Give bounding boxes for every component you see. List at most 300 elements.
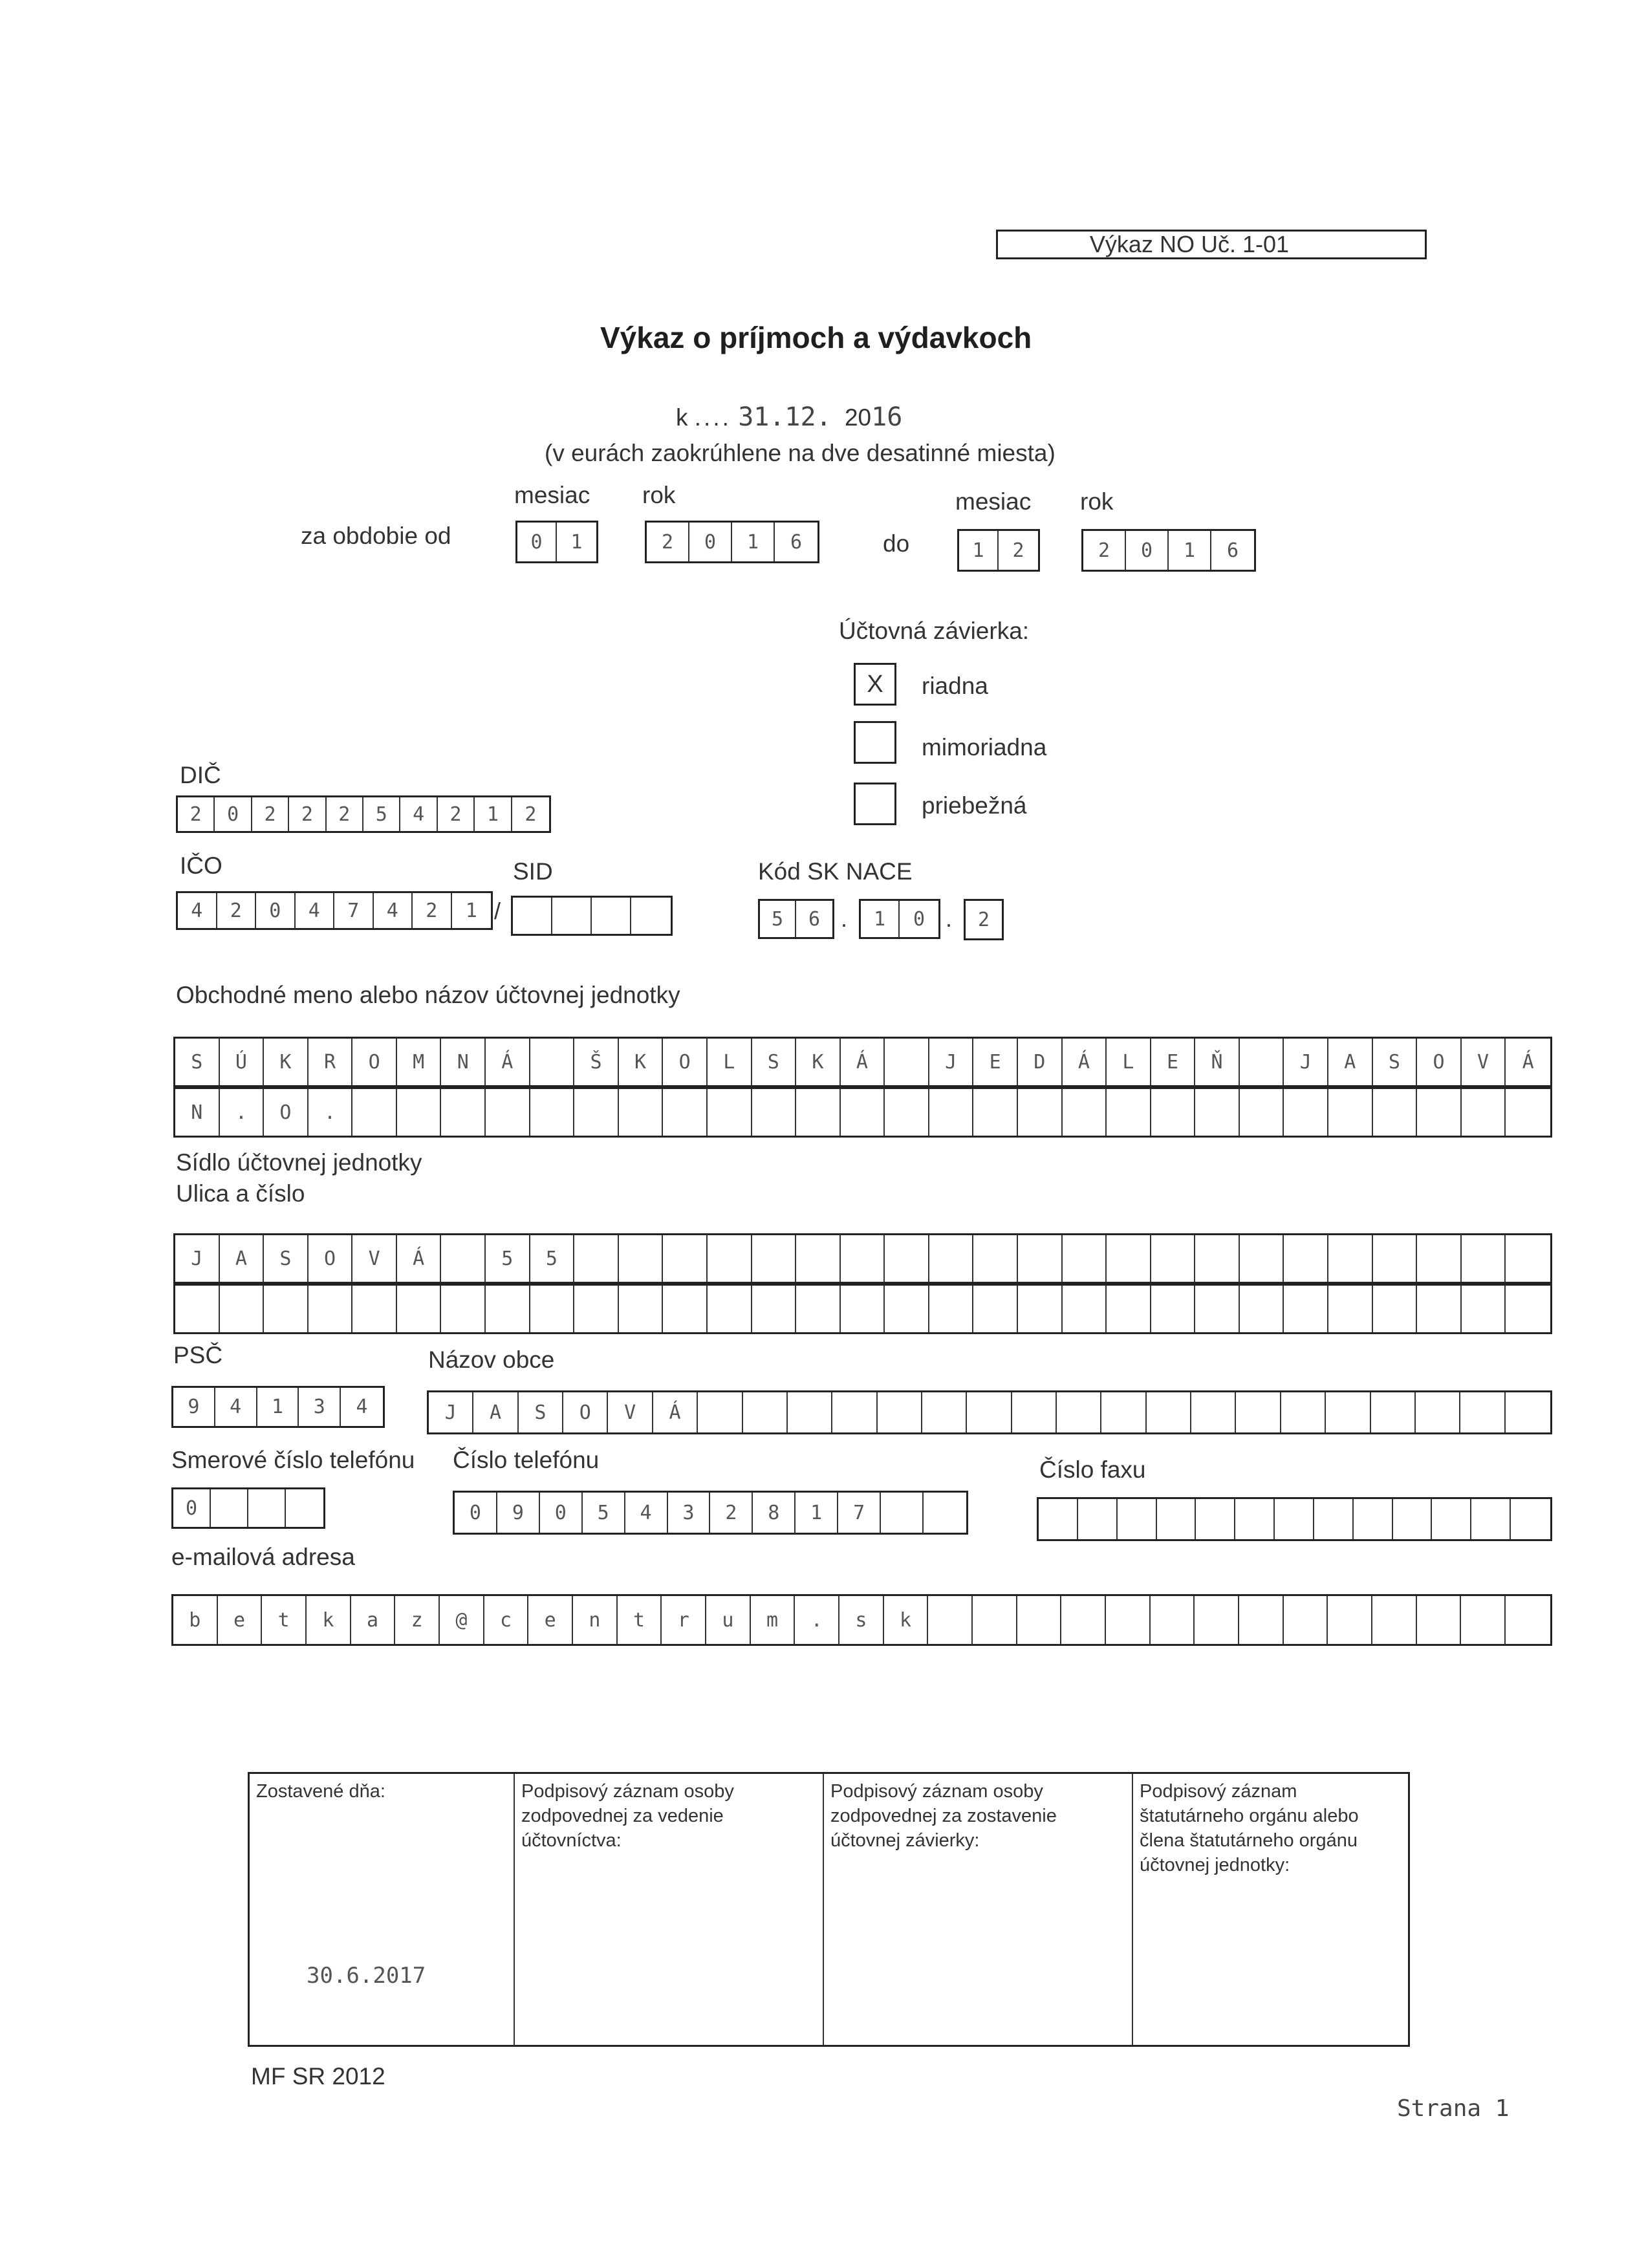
currency-note: (v eurách zaokrúhlene na dve desatinné miesta) [545, 440, 1056, 466]
char-cell: N [441, 1039, 486, 1085]
char-cell [1462, 1089, 1506, 1136]
char-cell: J [429, 1392, 473, 1432]
digit-cell: 1 [570, 530, 583, 554]
char-cell: S [175, 1039, 220, 1085]
period-label: za obdobie od [301, 523, 451, 549]
char-cell [796, 1235, 841, 1282]
char-cell: A [220, 1235, 265, 1282]
char-cell: z [395, 1596, 440, 1644]
char-cell [743, 1392, 788, 1432]
digit-cell: 2 [178, 797, 215, 831]
char-cell [878, 1392, 922, 1432]
char-cell [486, 1089, 530, 1136]
char-cell [574, 1286, 619, 1332]
to-month-field[interactable] [957, 529, 1040, 572]
char-cell [1078, 1499, 1118, 1539]
char-cell [1106, 1596, 1151, 1644]
city-label: Názov obce [428, 1346, 555, 1373]
char-cell [1195, 1596, 1239, 1644]
signature-closing: Podpisový záznam osoby zodpovednej za zostavenie účtovnej závierky: [824, 1774, 1133, 2045]
char-cell [1373, 1286, 1418, 1332]
char-cell: 5 [486, 1235, 530, 1282]
period-to-month-label: mesiac [955, 488, 1032, 515]
char-cell [1151, 1286, 1196, 1332]
char-cell [788, 1392, 832, 1432]
date-line: k .... 31.12. 2016 [676, 402, 903, 432]
char-cell: S [519, 1392, 563, 1432]
char-cell [1239, 1596, 1284, 1644]
char-cell: Á [1522, 1050, 1534, 1074]
char-cell [397, 1286, 442, 1332]
digit-cell [552, 898, 592, 934]
char-cell: O [1417, 1039, 1462, 1085]
char-cell [530, 1039, 575, 1085]
char-cell [530, 1089, 575, 1136]
char-cell [841, 1286, 885, 1332]
digit-cell: 2 [438, 797, 475, 831]
char-cell [752, 1286, 797, 1332]
char-cell: m [751, 1596, 796, 1644]
name-label: Obchodné meno alebo názov účtovnej jednotky [176, 982, 680, 1008]
char-cell [1018, 1286, 1063, 1332]
char-cell [1107, 1089, 1151, 1136]
page-title: Výkaz o príjmoch a výdavkoch [600, 321, 1032, 354]
char-cell: t [618, 1596, 662, 1644]
char-cell: n [573, 1596, 618, 1644]
phone-prefix-field[interactable] [171, 1487, 325, 1529]
char-cell: Á [1063, 1039, 1107, 1085]
email-field[interactable] [171, 1594, 1552, 1646]
char-cell [1012, 1392, 1057, 1432]
phone-prefix-label: Smerové číslo telefónu [171, 1447, 415, 1473]
char-cell [1432, 1499, 1471, 1539]
sid-field[interactable] [511, 896, 673, 936]
nace-part1[interactable] [758, 899, 834, 939]
char-cell [1118, 1499, 1157, 1539]
digit-cell: 0 [1126, 531, 1169, 570]
char-cell [885, 1039, 929, 1085]
char-cell: R [309, 1039, 353, 1085]
period-from-month-label: mesiac [514, 482, 590, 508]
char-cell: Á [653, 1392, 698, 1432]
char-cell [1061, 1596, 1106, 1644]
char-cell: O [563, 1392, 608, 1432]
char-cell [841, 1235, 885, 1282]
char-cell: k [307, 1596, 351, 1644]
digit-cell [286, 1489, 323, 1527]
digit-cell: 4 [215, 1388, 257, 1426]
digit-cell [592, 898, 631, 934]
char-cell: 0 [455, 1493, 497, 1533]
char-cell: 2 [710, 1493, 753, 1533]
char-cell [619, 1235, 664, 1282]
char-cell [1354, 1499, 1393, 1539]
char-cell: E [1151, 1039, 1196, 1085]
char-cell [663, 1089, 708, 1136]
char-cell: N [175, 1089, 220, 1136]
char-cell [1393, 1499, 1433, 1539]
char-cell: A [473, 1392, 518, 1432]
char-cell [1417, 1089, 1462, 1136]
char-cell [1373, 1089, 1418, 1136]
char-cell [1240, 1039, 1284, 1085]
char-cell [1328, 1596, 1372, 1644]
digit-cell: 1 [257, 1388, 299, 1426]
char-cell [929, 1286, 974, 1332]
char-cell [885, 1235, 929, 1282]
digit-cell: 6 [808, 907, 821, 931]
char-cell [1195, 1089, 1240, 1136]
char-cell [928, 1596, 973, 1644]
digit-cell: 4 [356, 1396, 368, 1418]
digit-cell: 1 [465, 899, 477, 922]
digit-cell: 4 [374, 893, 413, 928]
char-cell: Ň [1195, 1039, 1240, 1085]
char-cell [1462, 1286, 1506, 1332]
digit-cell [631, 898, 671, 934]
digit-cell: 4 [400, 797, 437, 831]
nace-part3[interactable] [964, 899, 1004, 940]
char-cell [973, 1089, 1018, 1136]
digit-cell: 7 [334, 893, 374, 928]
char-cell: e [528, 1596, 573, 1644]
char-cell: 8 [753, 1493, 796, 1533]
ico-sid-slash: / [494, 898, 501, 924]
char-cell [841, 1089, 885, 1136]
compiled-date-label: Zostavené dňa: [256, 1781, 385, 1802]
char-cell [929, 1235, 974, 1282]
city-field[interactable] [427, 1390, 1552, 1434]
char-cell [1372, 1596, 1417, 1644]
char-cell: A [1328, 1039, 1373, 1085]
street-field-row1[interactable] [173, 1233, 1552, 1284]
digit-cell: 0 [913, 907, 926, 931]
char-cell: r [662, 1596, 706, 1644]
digit-cell: 5 [760, 901, 796, 937]
char-cell [663, 1286, 708, 1332]
char-cell [1151, 1235, 1196, 1282]
date-year-prefix: 20 [844, 404, 872, 431]
char-cell: L [708, 1039, 752, 1085]
signature-accounting: Podpisový záznam osoby zodpovednej za vedenie účtovníctva: [515, 1774, 824, 2045]
char-cell: Ú [220, 1039, 265, 1085]
signature-table [248, 1772, 1410, 2047]
char-cell [1157, 1499, 1196, 1539]
fax-label: Číslo faxu [1039, 1456, 1146, 1483]
char-cell: 4 [625, 1493, 668, 1533]
char-cell: J [1284, 1039, 1328, 1085]
char-cell: 3 [668, 1493, 711, 1533]
char-cell [574, 1235, 619, 1282]
char-cell: J [929, 1039, 974, 1085]
ico-field[interactable] [176, 891, 493, 930]
char-cell: . [309, 1089, 353, 1136]
digit-cell: 0 [517, 523, 557, 561]
to-year-field[interactable] [1081, 529, 1256, 572]
char-cell [1373, 1235, 1418, 1282]
nace-part2[interactable] [859, 899, 940, 939]
char-cell [1511, 1499, 1550, 1539]
char-cell [1240, 1286, 1284, 1332]
char-cell: t [262, 1596, 307, 1644]
char-cell: 1 [796, 1493, 838, 1533]
char-cell: D [1018, 1039, 1063, 1085]
char-cell [1018, 1235, 1063, 1282]
char-cell [881, 1493, 924, 1533]
char-cell: O [663, 1039, 708, 1085]
digit-cell: 2 [1083, 531, 1126, 570]
char-cell: S [264, 1235, 309, 1282]
char-cell [1057, 1392, 1101, 1432]
date-year-suffix: 16 [871, 402, 903, 432]
char-cell: 9 [497, 1493, 540, 1533]
char-cell [1063, 1089, 1107, 1136]
digit-cell: 1 [475, 797, 512, 831]
char-cell [1506, 1089, 1550, 1136]
char-cell [1235, 1499, 1275, 1539]
char-cell [973, 1235, 1018, 1282]
email-label: e-mailová adresa [171, 1544, 355, 1570]
char-cell [1328, 1235, 1373, 1282]
digit-cell: 0 [689, 523, 732, 561]
digit-cell: 4 [296, 893, 335, 928]
char-cell [1151, 1089, 1196, 1136]
char-cell: K [264, 1039, 309, 1085]
char-cell [967, 1392, 1012, 1432]
char-cell: k [884, 1596, 929, 1644]
page-number: Strana 1 [1397, 2095, 1510, 2122]
char-cell: V [608, 1392, 653, 1432]
char-cell [1191, 1392, 1236, 1432]
char-cell [309, 1286, 353, 1332]
nace-dot: . [841, 905, 848, 932]
digit-cell: 2 [977, 908, 990, 931]
char-cell [924, 1493, 966, 1533]
digit-cell [248, 1489, 286, 1527]
checkbox-priebezna[interactable] [854, 783, 896, 825]
char-cell [486, 1286, 530, 1332]
char-cell [1506, 1392, 1550, 1432]
char-cell [698, 1392, 742, 1432]
char-cell [530, 1286, 575, 1332]
char-cell: O [309, 1235, 353, 1282]
char-cell [1196, 1499, 1235, 1539]
digit-cell: 2 [289, 797, 326, 831]
char-cell: O [264, 1089, 309, 1136]
char-cell [1471, 1499, 1511, 1539]
period-to-label: do [883, 530, 910, 557]
digit-cell: 1 [732, 523, 775, 561]
char-cell: L [1107, 1039, 1151, 1085]
digit-cell: 5 [363, 797, 400, 831]
digit-cell: 9 [173, 1388, 215, 1426]
checkbox-mimoriadna[interactable] [854, 721, 896, 764]
char-cell [708, 1235, 752, 1282]
char-cell [175, 1286, 220, 1332]
dic-label: DIČ [180, 762, 221, 788]
char-cell: @ [440, 1596, 484, 1644]
char-cell [1018, 1089, 1063, 1136]
digit-cell: 2 [647, 523, 689, 561]
char-cell: V [1462, 1039, 1506, 1085]
char-cell [1284, 1235, 1328, 1282]
char-cell [441, 1286, 486, 1332]
char-cell [1284, 1089, 1328, 1136]
char-cell [619, 1089, 664, 1136]
char-cell: u [706, 1596, 751, 1644]
char-cell [1107, 1286, 1151, 1332]
option-priebezna: priebežná [922, 792, 1027, 819]
char-cell [352, 1089, 397, 1136]
char-cell [832, 1392, 877, 1432]
phone-field[interactable] [453, 1491, 968, 1535]
char-cell: 7 [838, 1493, 881, 1533]
char-cell: O [352, 1039, 397, 1085]
char-cell: E [973, 1039, 1018, 1085]
digit-cell: 2 [525, 803, 537, 826]
char-cell [1506, 1596, 1550, 1644]
char-cell: e [218, 1596, 263, 1644]
char-cell [922, 1392, 967, 1432]
char-cell: s [839, 1596, 884, 1644]
char-cell [1416, 1392, 1460, 1432]
period-from-year-label: rok [642, 482, 676, 508]
char-cell: K [796, 1039, 841, 1085]
option-riadna: riadna [922, 673, 988, 699]
nace-dot: . [946, 905, 953, 932]
name-field-row1[interactable] [173, 1037, 1552, 1087]
char-cell [1417, 1596, 1462, 1644]
char-cell: Š [574, 1039, 619, 1085]
char-cell [1281, 1392, 1326, 1432]
char-cell [973, 1596, 1017, 1644]
option-mimoriadna: mimoriadna [922, 734, 1047, 761]
char-cell [1326, 1392, 1370, 1432]
char-cell: M [397, 1039, 442, 1085]
char-cell [1063, 1235, 1107, 1282]
char-cell [1147, 1392, 1191, 1432]
char-cell [752, 1089, 797, 1136]
ico-label: IČO [180, 852, 222, 879]
form-id-box [996, 230, 1427, 259]
char-cell [1461, 1596, 1506, 1644]
signature-statutory: Podpisový záznam štatutárneho orgánu alebo člena štatutárneho orgánu účtovnej jednotky: [1140, 1781, 1359, 1875]
char-cell [708, 1089, 752, 1136]
char-cell [352, 1286, 397, 1332]
closing-label: Účtovná závierka: [839, 618, 1030, 644]
char-cell [796, 1089, 841, 1136]
from-year-field[interactable] [645, 521, 819, 563]
char-cell [441, 1235, 486, 1282]
char-cell [929, 1089, 974, 1136]
compiled-date-value: 30.6.2017 [307, 1963, 426, 1989]
digit-cell: 2 [217, 893, 257, 928]
street-label: Ulica a číslo [176, 1180, 305, 1207]
char-cell [1017, 1596, 1062, 1644]
char-cell [1236, 1392, 1281, 1432]
sid-label: SID [513, 858, 553, 885]
char-cell [220, 1286, 265, 1332]
char-cell: Á [397, 1235, 442, 1282]
char-cell [752, 1235, 797, 1282]
dic-field[interactable] [176, 795, 551, 833]
compiled-date-cell [250, 1774, 515, 2045]
checkbox-riadna[interactable]: X [854, 663, 896, 706]
char-cell: . [795, 1596, 839, 1644]
from-month-field[interactable] [515, 521, 598, 563]
char-cell [1506, 1235, 1550, 1282]
digit-cell: 1 [1169, 531, 1211, 570]
digit-cell: 0 [173, 1489, 211, 1527]
phone-label: Číslo telefónu [453, 1447, 600, 1473]
psc-field[interactable] [171, 1386, 385, 1428]
char-cell [1462, 1235, 1506, 1282]
char-cell [1195, 1286, 1240, 1332]
char-cell: a [351, 1596, 396, 1644]
digit-cell: 6 [1226, 539, 1239, 562]
digit-cell: 2 [327, 797, 363, 831]
char-cell [1506, 1286, 1550, 1332]
footer-left: MF SR 2012 [251, 2063, 385, 2090]
digit-cell: 2 [1012, 539, 1024, 562]
char-cell [796, 1286, 841, 1332]
char-cell [574, 1089, 619, 1136]
char-cell: K [619, 1039, 664, 1085]
fax-field[interactable] [1037, 1497, 1552, 1541]
char-cell [1371, 1392, 1416, 1432]
nace-label: Kód SK NACE [758, 858, 913, 885]
char-cell: 5 [530, 1235, 575, 1282]
char-cell: c [484, 1596, 529, 1644]
char-cell [708, 1286, 752, 1332]
digit-cell: 1 [959, 531, 999, 570]
char-cell [1328, 1089, 1373, 1136]
char-cell [1275, 1499, 1314, 1539]
char-cell [1039, 1499, 1078, 1539]
period-to-year-label: rok [1080, 488, 1114, 515]
street-field-row2[interactable] [173, 1284, 1552, 1334]
digit-cell: 2 [413, 893, 452, 928]
digit-cell [211, 1489, 248, 1527]
char-cell [1240, 1235, 1284, 1282]
char-cell [663, 1235, 708, 1282]
char-cell [973, 1286, 1018, 1332]
char-cell: S [1373, 1039, 1418, 1085]
form-id: Výkaz NO Uč. 1-01 [1089, 231, 1289, 257]
char-cell: V [352, 1235, 397, 1282]
digit-cell: 6 [790, 530, 803, 554]
char-cell [1284, 1286, 1328, 1332]
psc-label: PSČ [173, 1342, 223, 1368]
char-cell [885, 1089, 929, 1136]
char-cell [885, 1286, 929, 1332]
digit-cell: 1 [861, 901, 900, 937]
date-prefix: k [676, 404, 688, 431]
digit-cell: 4 [178, 893, 217, 928]
char-cell [1328, 1286, 1373, 1332]
char-cell [441, 1089, 486, 1136]
char-cell [264, 1286, 309, 1332]
char-cell: Á [841, 1039, 885, 1085]
char-cell [1417, 1286, 1462, 1332]
digit-cell: 0 [215, 797, 252, 831]
char-cell: b [173, 1596, 218, 1644]
char-cell: Á [486, 1039, 530, 1085]
name-field-row2[interactable] [173, 1087, 1552, 1138]
date-day-month: 31.12. [738, 402, 832, 432]
address-label: Sídlo účtovnej jednotky [176, 1149, 422, 1176]
digit-cell: 0 [256, 893, 296, 928]
